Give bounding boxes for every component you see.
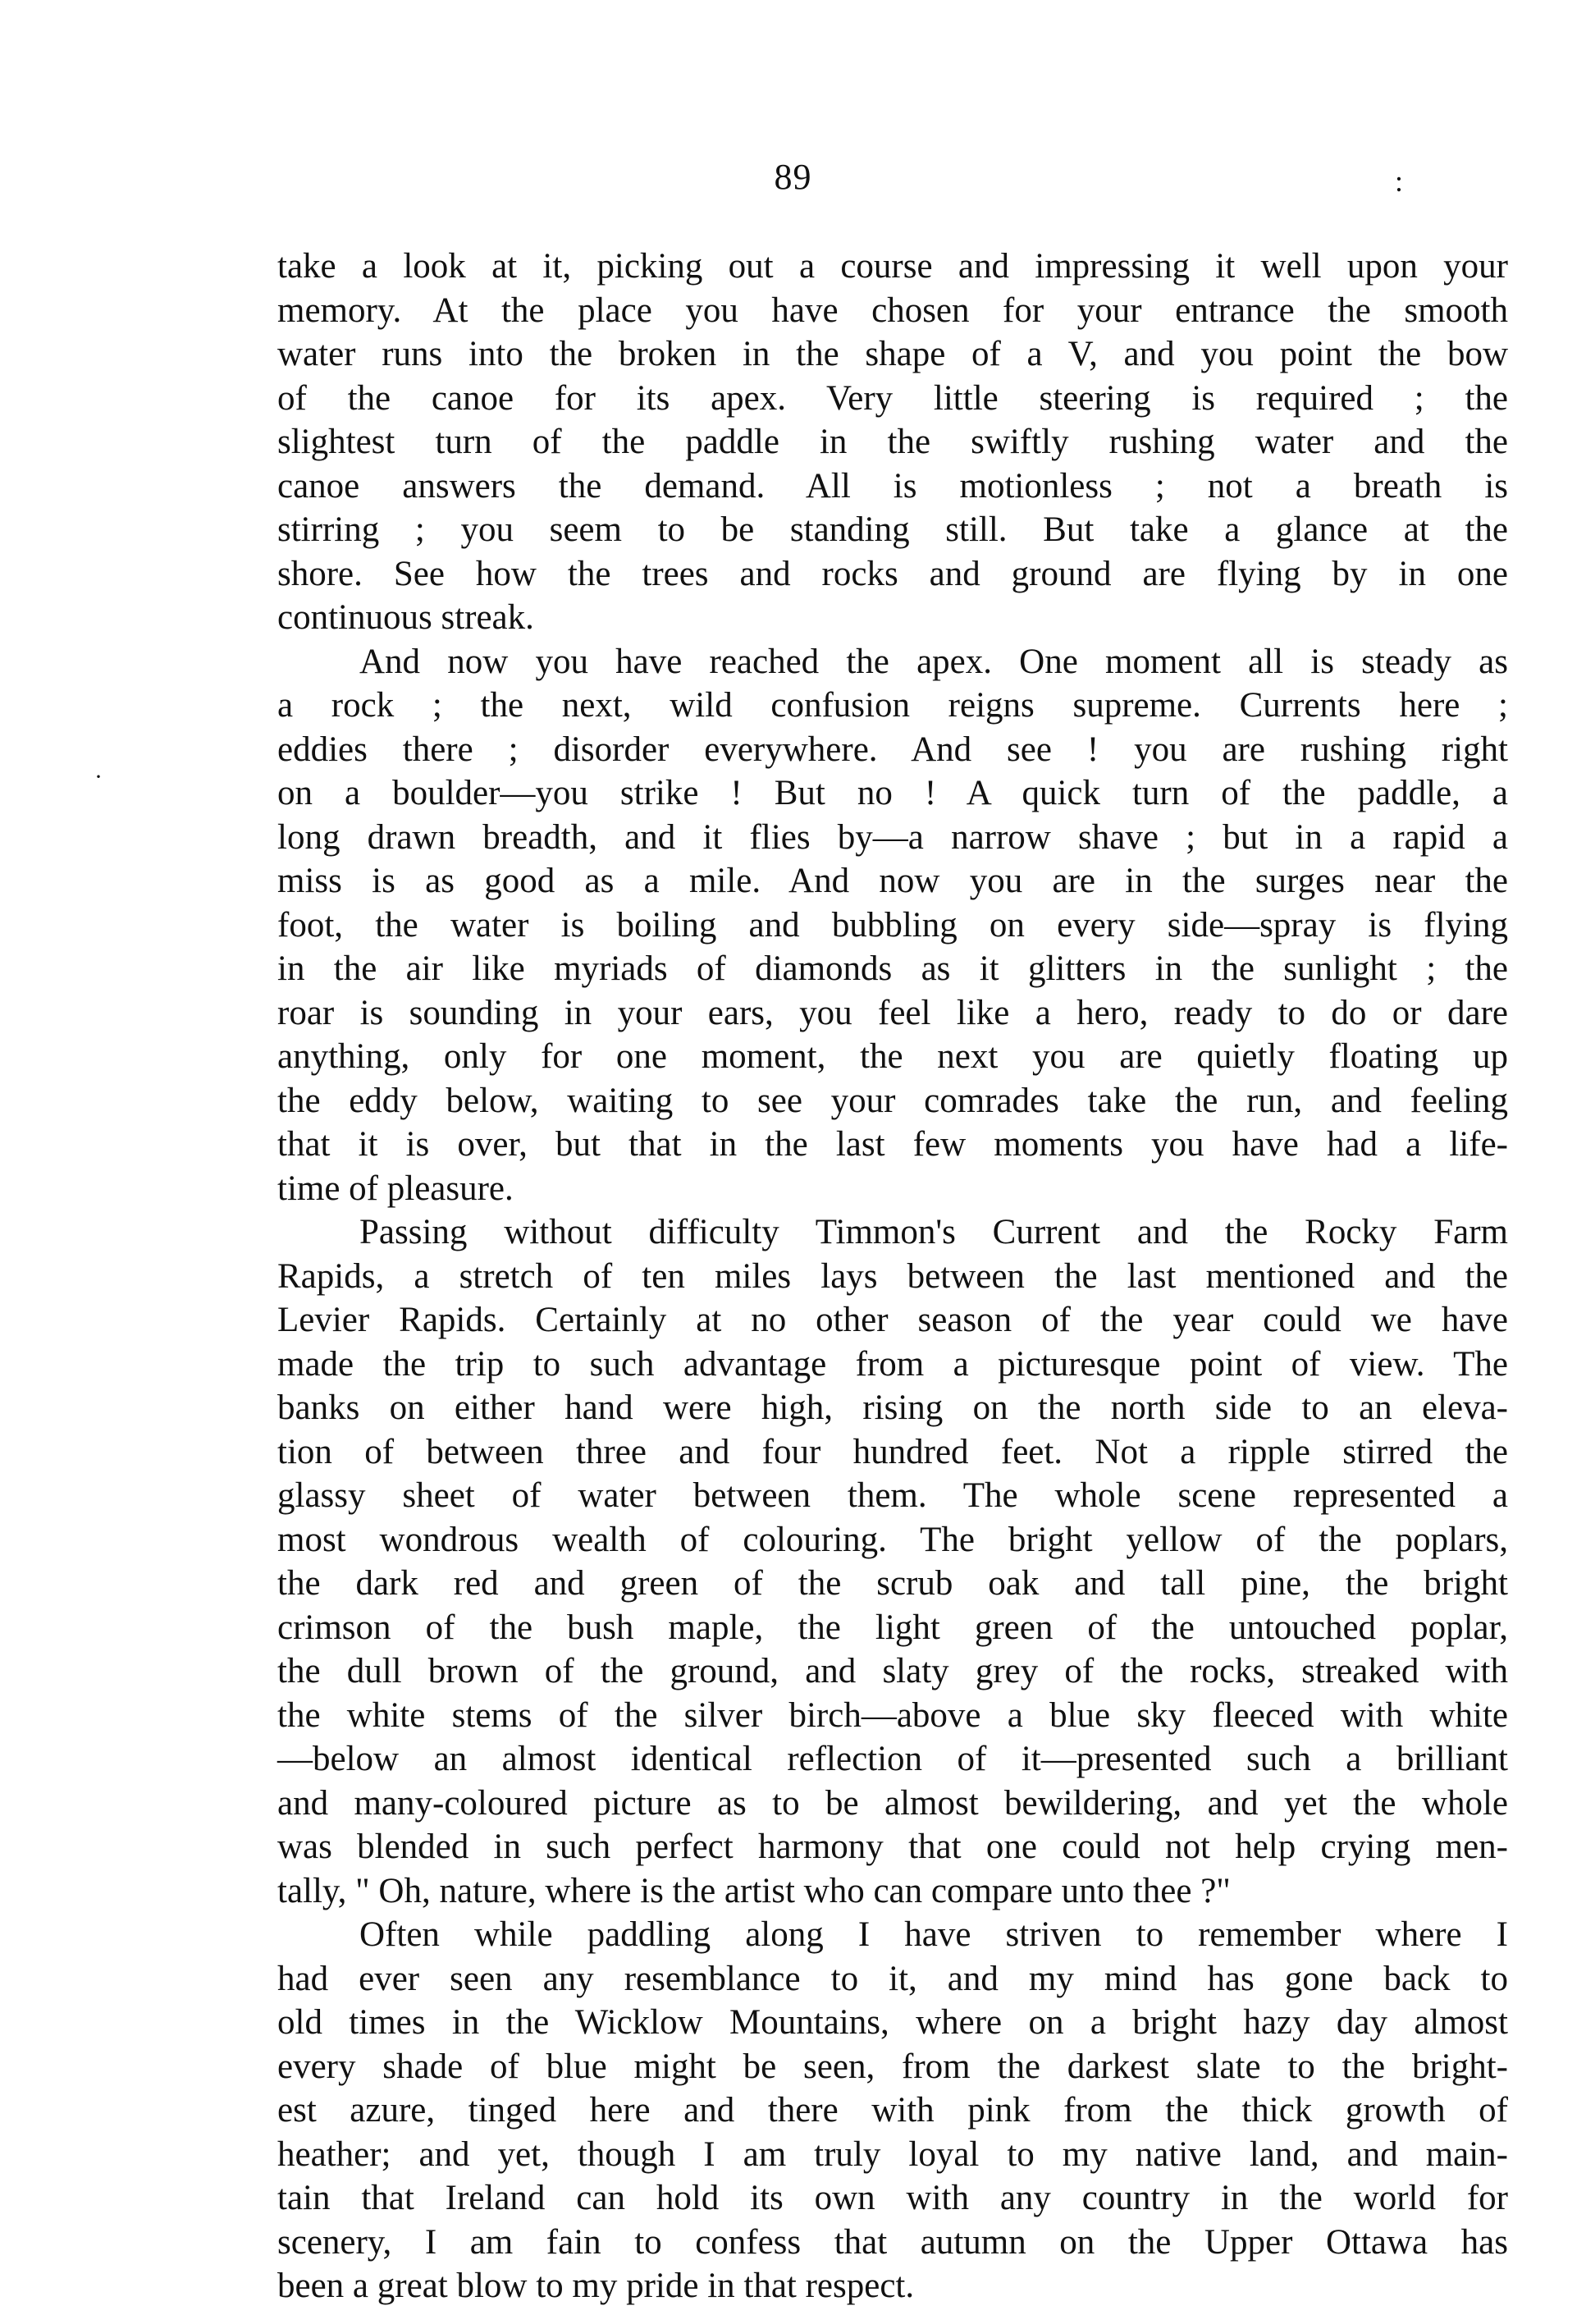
text-line: canoe answers the demand. All is motionless ; not a breath is <box>277 466 1508 506</box>
text-line: and many-coloured picture as to be almost bewildering, and yet the whole <box>277 1783 1508 1823</box>
text-line: tain that Ireland can hold its own with any country in the world for <box>277 2179 1508 2217</box>
text-line: roar is sounding in your ears, you feel like a hero, ready to do or dare <box>277 993 1508 1032</box>
text-line: crimson of the bush maple, the light green of the untouched poplar, <box>277 1608 1508 1647</box>
text-line: every shade of blue might be seen, from the darkest slate to the bright- <box>277 2047 1508 2086</box>
text-line: take a look at it, picking out a course and impressing it well upon your <box>277 247 1508 286</box>
text-line: stirring ; you seem to be standing still. But take a glance at the <box>277 510 1508 549</box>
text-line: slightest turn of the paddle in the swiftly rushing water and the <box>277 423 1508 461</box>
text-line: water runs into the broken in the shape of a V, and you point the bow <box>277 335 1508 373</box>
text-line: of the canoe for its apex. Very little steering is required ; the <box>277 378 1508 418</box>
text-line: miss is as good as a mile. And now you are in the surges near the <box>277 862 1508 900</box>
text-line: Passing without difficulty Timmon's Current and the Rocky Farm <box>359 1213 1508 1251</box>
text-line: shore. See how the trees and rocks and ground are flying by in one <box>277 554 1508 593</box>
corner-mark: : <box>1395 165 1404 198</box>
text-line: made the trip to such advantage from a picturesque point of view. The <box>277 1344 1508 1384</box>
body-text <box>277 245 1508 2308</box>
text-line: been a great blow to my pride in that respect. <box>277 2267 915 2305</box>
text-line: the eddy below, waiting to see your comrades take the run, and feeling <box>277 1081 1508 1120</box>
text-line: And now you have reached the apex. One moment all is steady as <box>359 642 1508 681</box>
text-line: tion of between three and four hundred feet. Not a ripple stirred the <box>277 1432 1508 1471</box>
text-line: tally, " Oh, nature, where is the artist who can compare unto thee ?" <box>277 1871 1231 1910</box>
stray-mark: · <box>94 763 103 790</box>
text-line: old times in the Wicklow Mountains, where on a bright hazy day almost <box>277 2003 1508 2042</box>
text-line: Levier Rapids. Certainly at no other season of the year could we have <box>277 1301 1508 1339</box>
text-line: banks on either hand were high, rising on the north side to an eleva- <box>277 1388 1508 1427</box>
text-line: memory. At the place you have chosen for your entrance the smooth <box>277 290 1508 330</box>
text-line: time of pleasure. <box>277 1169 514 1208</box>
text-line: the white stems of the silver birch—above a blue sky fleeced with white <box>277 1695 1508 1735</box>
text-line: scenery, I am fain to confess that autumn on the Upper Ottawa has <box>277 2222 1508 2262</box>
text-line: the dark red and green of the scrub oak and tall pine, the bright <box>277 1564 1508 1603</box>
text-line: foot, the water is boiling and bubbling on every side—spray is flying <box>277 905 1508 945</box>
text-line: Rapids, a stretch of ten miles lays between the last mentioned and the <box>277 1256 1508 1296</box>
text-line: —below an almost identical reflection of it—presented such a brilliant <box>277 1740 1508 1778</box>
text-line: long drawn breadth, and it flies by—a narrow shave ; but in a rapid a <box>277 817 1508 857</box>
text-line: glassy sheet of water between them. The whole scene represented a <box>277 1476 1508 1515</box>
text-line: in the air like myriads of diamonds as it glitters in the sunlight ; the <box>277 949 1508 988</box>
text-line: was blended in such perfect harmony that one could not help crying men- <box>277 1828 1508 1866</box>
text-line: that it is over, but that in the last few moments you have had a life- <box>277 1125 1508 1164</box>
text-line: continuous streak. <box>277 598 534 637</box>
page-number: 89 <box>774 157 812 197</box>
text-line: a rock ; the next, wild confusion reigns supreme. Currents here ; <box>277 686 1508 725</box>
text-line: the dull brown of the ground, and slaty grey of the rocks, streaked with <box>277 1652 1508 1690</box>
text-line: anything, only for one moment, the next you are quietly floating up <box>277 1037 1508 1076</box>
text-line: heather; and yet, though I am truly loyal to my native land, and main- <box>277 2134 1508 2174</box>
text-line: eddies there ; disorder everywhere. And see ! you are rushing right <box>277 730 1508 769</box>
text-line: Often while paddling along I have striven to remember where I <box>359 1915 1508 1954</box>
text-line: on a boulder—you strike ! But no ! A quick turn of the paddle, a <box>277 774 1508 812</box>
text-line: had ever seen any resemblance to it, and my mind has gone back to <box>277 1959 1508 1998</box>
text-line: est azure, tinged here and there with pink from the thick growth of <box>277 2091 1508 2130</box>
text-line: most wondrous wealth of colouring. The bright yellow of the poplars, <box>277 1520 1508 1559</box>
